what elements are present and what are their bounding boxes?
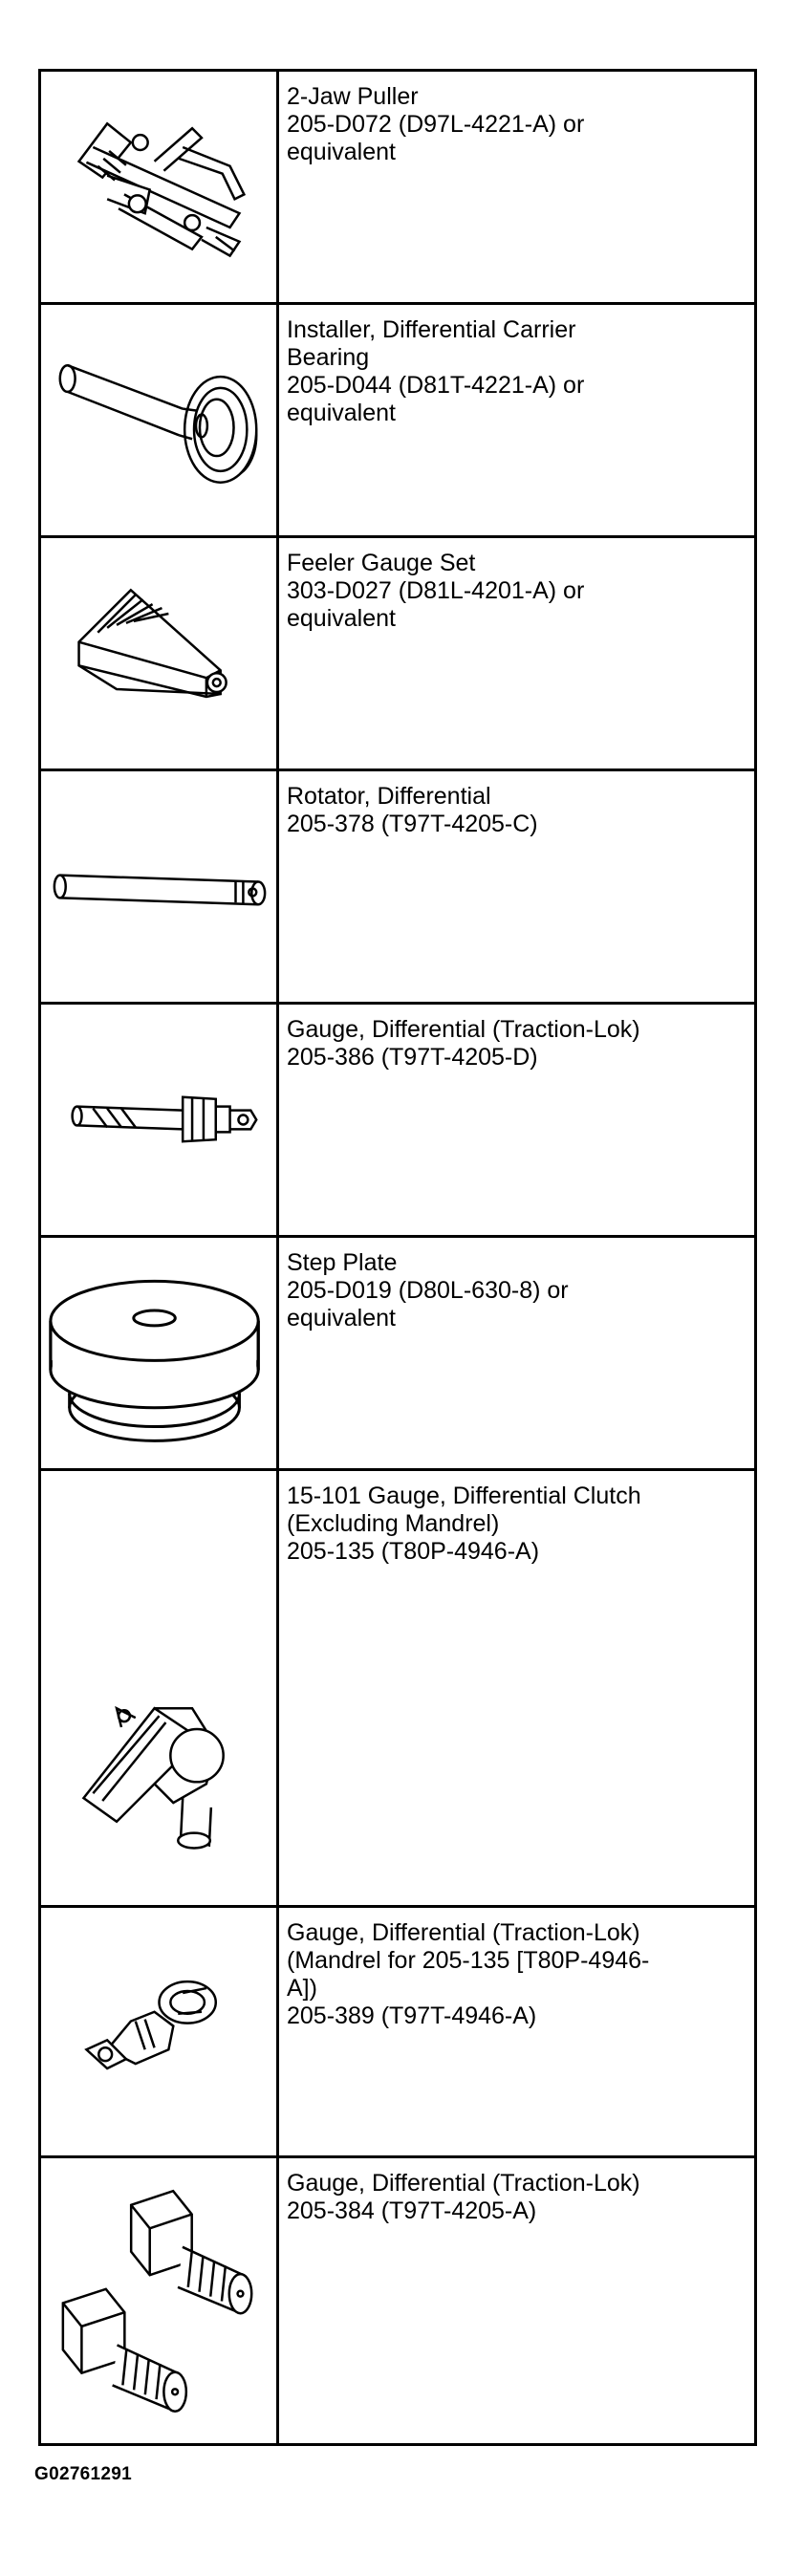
tool-description [279,1908,754,2155]
tool-row [41,538,754,771]
tool-spec-line: 303-D027 (D81L-4201-A) or [287,577,585,604]
tool-image-cell [41,538,279,768]
carrier-bearing-installer-icon [41,305,276,535]
tool-name: Rotator, Differential [287,783,491,810]
tool-spec-line: equivalent [287,139,396,165]
tool-spec-line: equivalent [287,400,396,426]
tool-spec-line: equivalent [287,1305,396,1331]
tool-description [279,538,754,768]
tool-description [279,1238,754,1468]
step-plate-icon [41,1238,276,1468]
tool-spec-line: 205-135 (T80P-4946-A) [287,1538,540,1565]
tool-row [41,1908,754,2158]
tool-row [41,1471,754,1908]
tool-spec-line: 205-D072 (D97L-4221-A) or [287,111,585,138]
tool-spec-line: Bearing [287,344,370,371]
tool-name: Installer, Differential Carrier [287,316,576,343]
tool-spec-line: 205-D044 (D81T-4221-A) or [287,372,585,399]
tool-image-cell [41,1005,279,1235]
tool-name: Gauge, Differential (Traction-Lok) [287,1919,640,1946]
tool-spec-line: 205-389 (T97T-4946-A) [287,2002,537,2029]
tool-spec-line: 205-378 (T97T-4205-C) [287,811,538,837]
splined-gauge-pair-icon [41,2158,276,2443]
tool-row [41,305,754,538]
tool-name: Gauge, Differential (Traction-Lok) [287,1016,640,1043]
tool-row [41,1238,754,1471]
tool-image-cell [41,72,279,302]
tool-name: Feeler Gauge Set [287,550,476,576]
feeler-gauge-set-icon [41,538,276,768]
tool-description [279,1471,754,1905]
tool-image-cell [41,1238,279,1468]
tool-spec-line: 205-386 (T97T-4205-D) [287,1044,538,1071]
tool-image-cell [41,1908,279,2155]
tool-image-cell [41,1471,279,1905]
tool-description [279,305,754,535]
traction-lok-gauge-icon [41,1005,276,1235]
clutch-gauge-icon [41,1471,276,1905]
tool-spec-line: 205-384 (T97T-4205-A) [287,2197,537,2224]
tool-image-cell [41,2158,279,2443]
tool-description [279,2158,754,2443]
tool-row [41,72,754,305]
tool-description [279,771,754,1002]
tool-spec-line: (Excluding Mandrel) [287,1510,500,1537]
special-tools-table [38,69,757,2446]
tool-name: 15-101 Gauge, Differential Clutch [287,1483,641,1509]
mandrel-gauge-icon [41,1908,276,2155]
tool-image-cell [41,305,279,535]
tool-spec-line: equivalent [287,605,396,632]
two-jaw-puller-icon [41,72,276,302]
tool-row [41,2158,754,2443]
tool-row [41,1005,754,1238]
tool-name: Step Plate [287,1249,398,1276]
tool-spec-line: 205-D019 (D80L-630-8) or [287,1277,569,1304]
tool-row [41,771,754,1005]
figure-id: G02761291 [34,2464,133,2484]
tool-name: 2-Jaw Puller [287,83,419,110]
tool-spec-line: A]) [287,1975,317,2002]
differential-rotator-icon [41,771,276,1002]
tool-image-cell [41,771,279,1002]
tool-name: Gauge, Differential (Traction-Lok) [287,2170,640,2197]
tool-description [279,72,754,302]
tool-description [279,1005,754,1235]
tool-spec-line: (Mandrel for 205-135 [T80P-4946- [287,1947,650,1974]
